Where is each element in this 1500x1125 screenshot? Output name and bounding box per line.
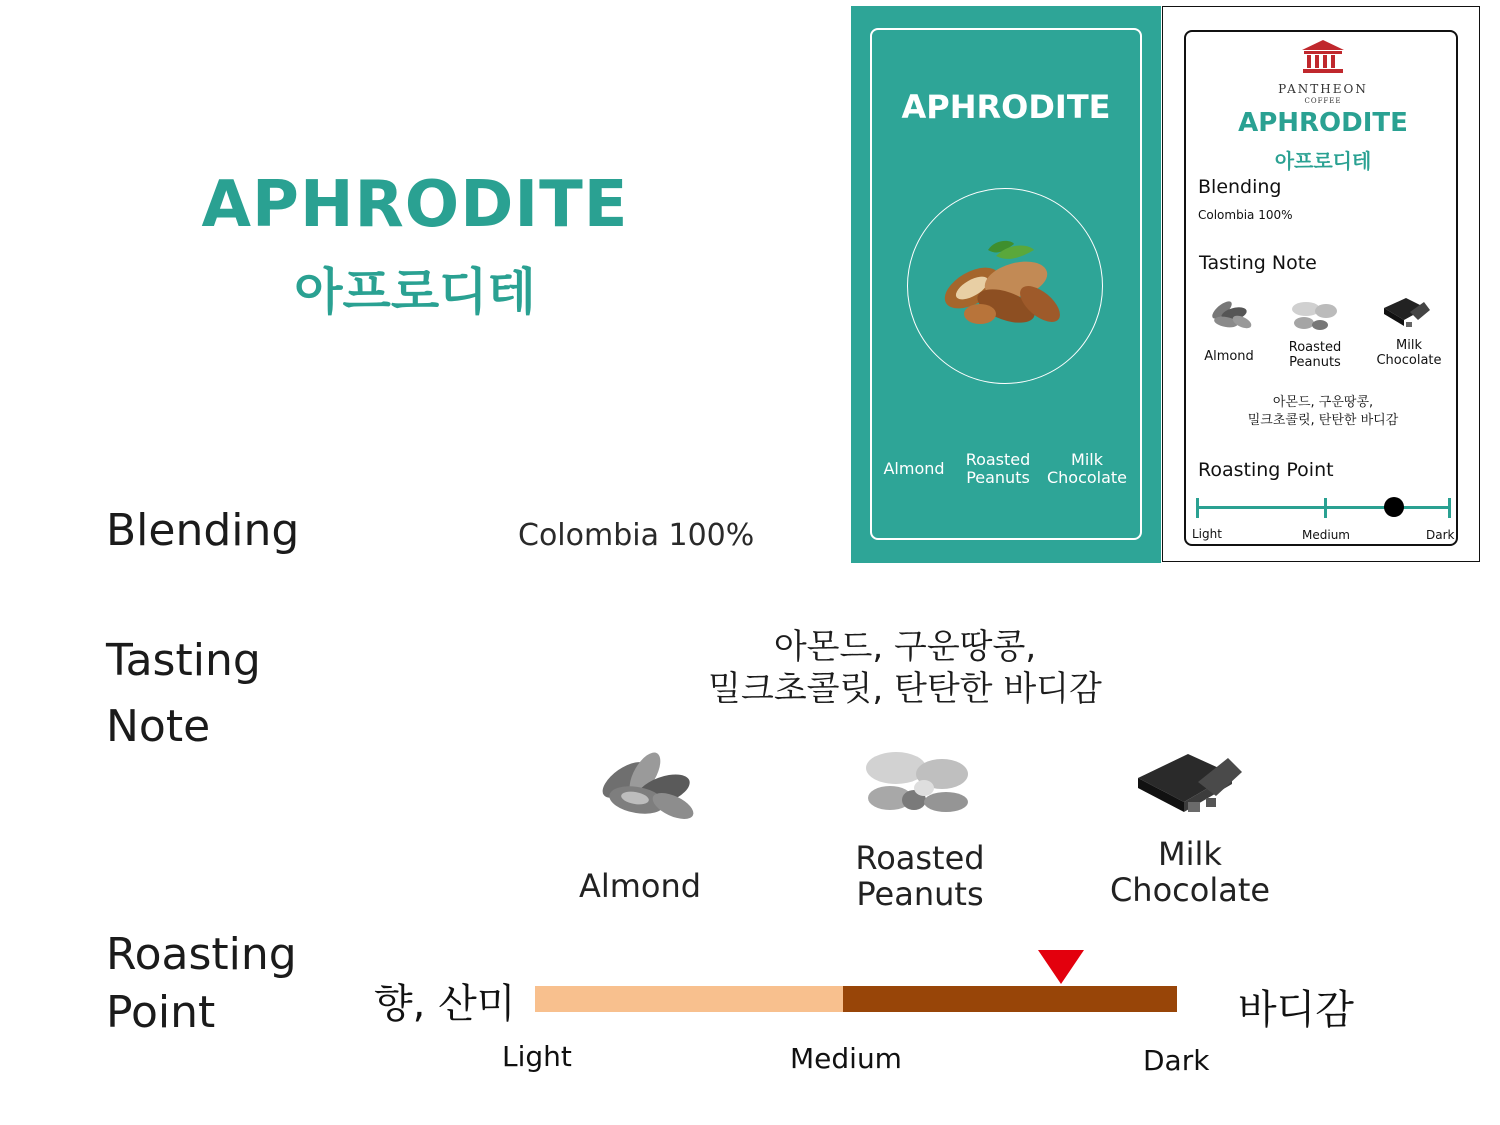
roast-bar-dark <box>843 986 1177 1012</box>
white-roast-tick-medium <box>1324 498 1327 518</box>
chocolate-icon <box>1128 738 1248 828</box>
tasting-description-line-1: 아몬드, 구운땅콩, <box>773 627 1037 667</box>
almond-icon <box>585 738 705 828</box>
white-note-almond: Almond <box>1204 349 1254 364</box>
white-scale-label-dark: Dark <box>1426 528 1455 542</box>
chocolate-icon <box>1380 292 1432 332</box>
teal-note-milk-chocolate: Milk Chocolate <box>1046 450 1128 487</box>
scale-label-dark: Dark <box>1143 1044 1210 1077</box>
white-card-title-ko: 아프로디테 <box>1274 149 1372 173</box>
brand-name: PANTHEON <box>1278 82 1368 96</box>
scale-label-light: Light <box>502 1040 572 1073</box>
roast-left-word: 향, 산미 <box>374 981 516 1027</box>
white-roast-tick-light <box>1196 498 1199 518</box>
note-label-roasted-peanuts: Roasted Peanuts <box>855 839 985 913</box>
white-roasting-point-label: Roasting Point <box>1198 459 1334 481</box>
white-note-roasted-peanuts: Roasted Peanuts <box>1288 340 1342 370</box>
main-title-ko: 아프로디테 <box>294 263 536 321</box>
roasting-point-label: Roasting Point <box>106 929 297 1038</box>
roast-bar-light <box>535 986 843 1012</box>
blending-value: Colombia 100% <box>518 518 755 553</box>
white-card-title-en: APHRODITE <box>1238 108 1408 138</box>
tasting-description <box>640 626 1170 710</box>
teal-note-almond: Almond <box>883 459 945 478</box>
tasting-description-line-2: 밀크초콜릿, 탄탄한 바디감 <box>708 669 1102 709</box>
almond-icon <box>1204 292 1256 332</box>
note-label-almond: Almond <box>578 867 702 905</box>
white-scale-label-medium: Medium <box>1302 528 1350 542</box>
white-blending-value: Colombia 100% <box>1198 208 1293 222</box>
roast-right-word: 바디감 <box>1238 987 1354 1033</box>
peanut-icon <box>1288 295 1340 335</box>
white-roast-tick-dark <box>1448 498 1451 518</box>
white-note-milk-chocolate: Milk Chocolate <box>1376 338 1442 368</box>
brand-subtitle: COFFEE <box>1304 97 1342 105</box>
note-label-milk-chocolate: Milk Chocolate <box>1109 835 1271 909</box>
blending-label: Blending <box>106 505 300 556</box>
teal-note-roasted-peanuts: Roasted Peanuts <box>965 450 1031 487</box>
peanut-icon <box>856 738 976 828</box>
teal-card-title: APHRODITE <box>901 88 1111 126</box>
white-blending-label: Blending <box>1198 176 1282 198</box>
pantheon-temple-icon <box>1300 38 1346 74</box>
tasting-note-label: Tasting Note <box>106 635 261 752</box>
scale-label-medium: Medium <box>790 1042 902 1075</box>
almond-icon <box>936 236 1072 334</box>
roast-marker <box>1038 950 1084 984</box>
white-tasting-note-label: Tasting Note <box>1199 252 1317 274</box>
main-title-en: APHRODITE <box>201 168 629 242</box>
white-tasting-description: 아몬드, 구운땅콩, 밀크초콜릿, 탄탄한 바디감 <box>1247 395 1399 428</box>
white-scale-label-light: Light <box>1192 527 1222 541</box>
